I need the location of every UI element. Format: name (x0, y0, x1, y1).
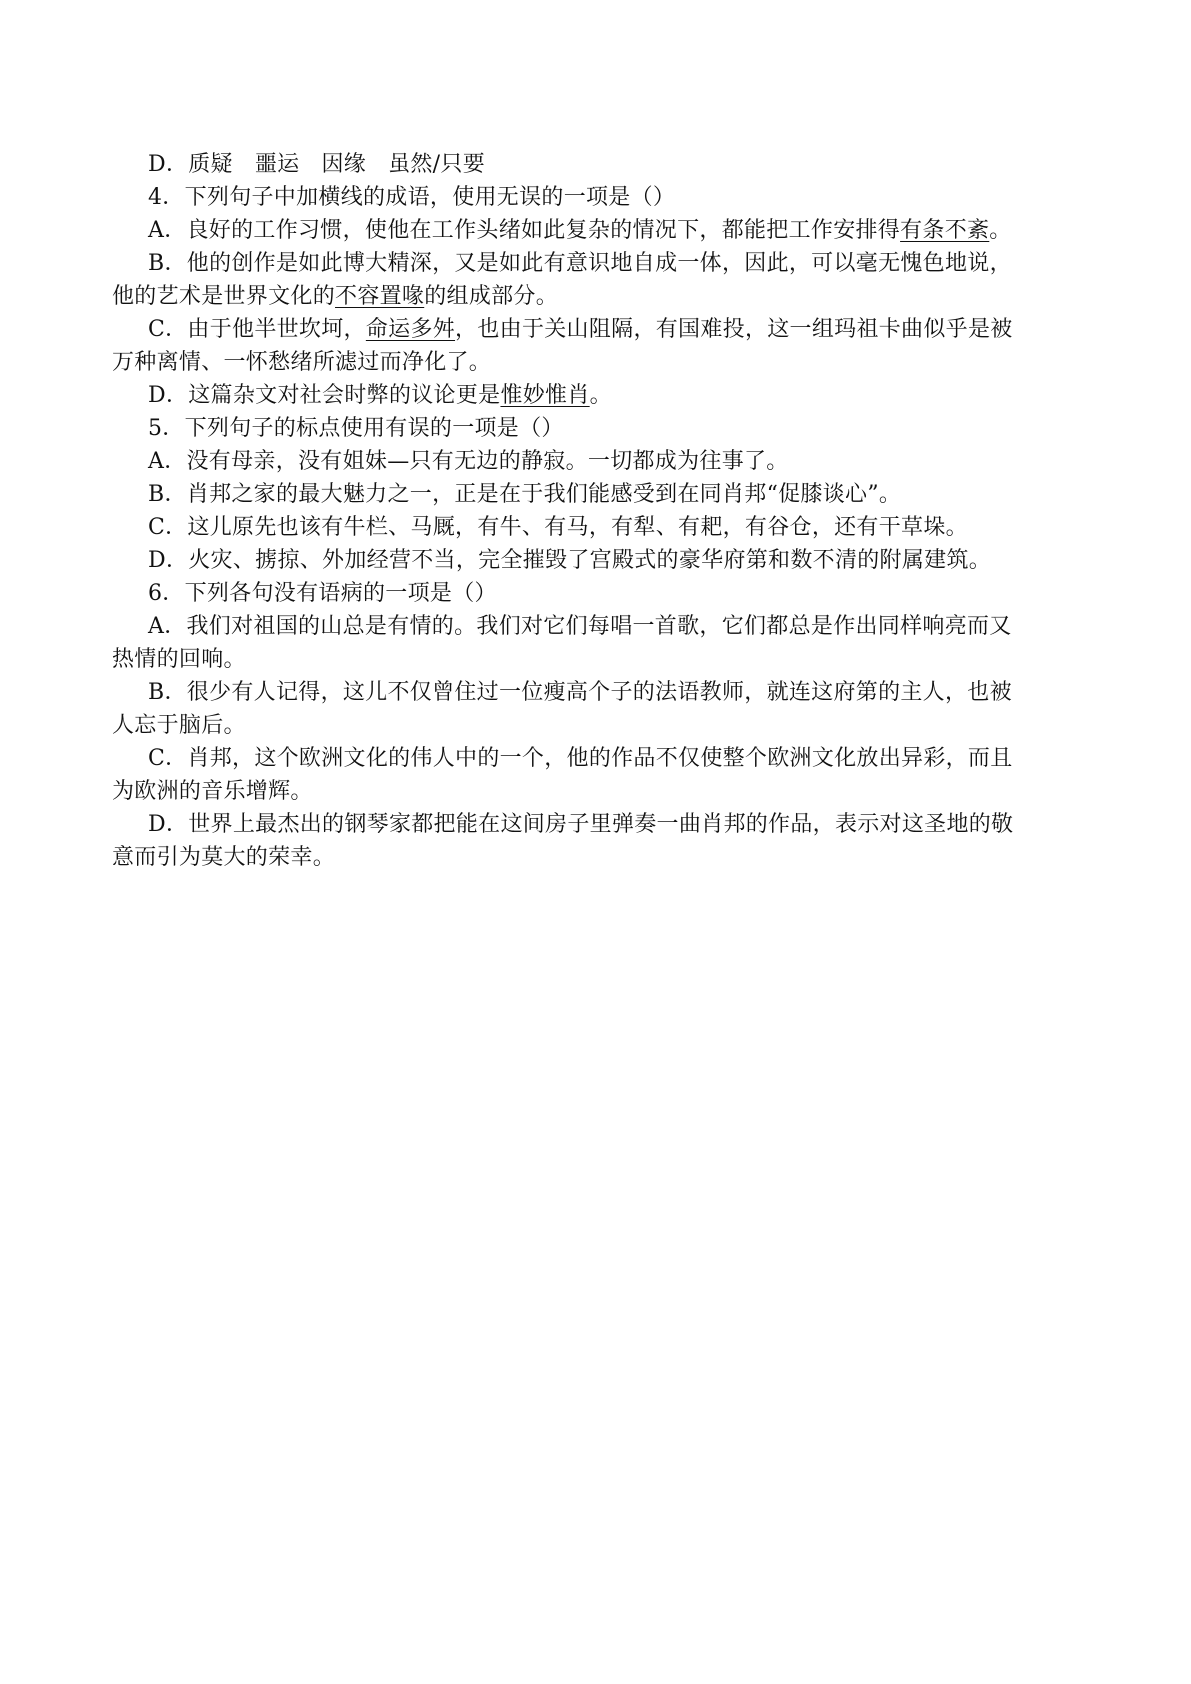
option-word: 质疑 (188, 152, 233, 177)
q5-option-d: D．火灾、掳掠、外加经营不当，完全摧毁了宫殿式的豪华府第和数不清的附属建筑。 (148, 548, 992, 573)
option-word: 因缘 (321, 152, 367, 177)
underlined-idiom: 命运多舛 (365, 317, 456, 342)
option-word: 虽然/只要 (388, 152, 485, 177)
q4-option-c-line1: C．由于他半世坎坷，命运多舛，也由于关山阻隔，有国难投，这一组玛祖卡曲似乎是被 (148, 317, 1013, 342)
option-word: 噩运 (254, 152, 300, 177)
q6-option-b-line2: 人忘于脑后。 (112, 713, 246, 738)
q5-option-b: B．肖邦之家的最大魅力之一，正是在于我们能感受到在同肖邦“促膝谈心”。 (148, 482, 902, 507)
q4-option-c-line2: 万种离情、一怀愁绪所滤过而净化了。 (112, 350, 492, 375)
underlined-idiom: 不容置喙 (335, 284, 425, 309)
q6-option-d-line1: D．世界上最杰出的钢琴家都把能在这间房子里弹奏一曲肖邦的作品，表示对这圣地的敬 (148, 812, 1014, 837)
q5-option-a: A．没有母亲，没有姐妹—只有无边的静寂。一切都成为往事了。 (148, 449, 789, 474)
q6-option-c-line2: 为欧洲的音乐增辉。 (112, 779, 313, 804)
underlined-idiom: 惟妙惟肖 (500, 383, 590, 408)
q6-option-b-line1: B．很少有人记得，这儿不仅曾住过一位瘦高个子的法语教师，就连这府第的主人，也被 (148, 680, 1012, 705)
q5-option-c: C．这儿原先也该有牛栏、马厩，有牛、有马，有犁、有耙，有谷仓，还有干草垛。 (148, 515, 968, 540)
q6-option-c-line1: C．肖邦，这个欧洲文化的伟人中的一个，他的作品不仅使整个欧洲文化放出异彩，而且 (148, 746, 1013, 771)
q6-stem: 6．下列各句没有语病的一项是（） (148, 581, 497, 606)
option-label: D． (148, 152, 189, 177)
q6-option-a-line2: 热情的回响。 (112, 647, 246, 672)
q4-option-b-line1: B．他的创作是如此博大精深，又是如此有意识地自成一体，因此，可以毫无愧色地说， (148, 251, 1012, 276)
q6-option-a-line1: A．我们对祖国的山总是有情的。我们对它们每唱一首歌，它们都总是作出同样响亮而又 (148, 614, 1012, 639)
q5-stem: 5．下列句子的标点使用有误的一项是（） (148, 416, 564, 441)
q3-option-d (112, 148, 1080, 181)
q4-stem: 4．下列句子中加横线的成语，使用无误的一项是（） (148, 185, 676, 210)
q6-option-d-line2: 意而引为莫大的荣幸。 (112, 845, 336, 870)
underlined-idiom: 有条不紊 (900, 218, 990, 243)
exam-content (112, 148, 1080, 874)
q4-option-d: D．这篇杂文对社会时弊的议论更是惟妙惟肖。 (148, 383, 612, 408)
q4-option-b-line2: 他的艺术是世界文化的不容置喙的组成部分。 (112, 284, 559, 309)
q4-option-a: A．良好的工作习惯，使他在工作头绪如此复杂的情况下，都能把工作安排得有条不紊。 (148, 218, 1012, 243)
